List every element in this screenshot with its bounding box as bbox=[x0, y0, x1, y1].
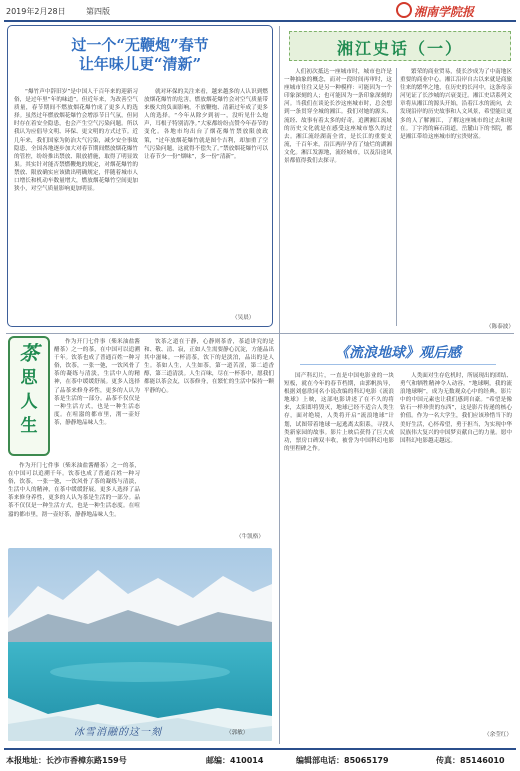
article-firecracker-title bbox=[10, 36, 270, 74]
page-footer bbox=[0, 752, 520, 770]
article-xiangjiang-col1 bbox=[284, 68, 392, 330]
article-tea-title bbox=[10, 340, 48, 438]
photo-caption: 冰雪消融的这一刻 bbox=[74, 727, 162, 738]
tea-title-char-4: 生 bbox=[20, 416, 38, 436]
article-xiangjiang-text-2: 繁荣的商业贸易，使长沙成为了中南地区重要的商业中心。湘江沿岸自古以来就是商旅往来的繁华之地，在历史的长河中，这条母亲河见证了长沙城的兴衰变迁。湘江史话系列文章将从湘江的源头开始，沿着江水的流向，去发现沿岸的历史故事和人文风景，希望能让更多的人了解湘江，了解这座城市的过去和现在。丁字湾的麻石街道，岳麓山下的书院，都是湘江带给这座城市的宝贵财富。 bbox=[400, 69, 512, 140]
article-tea-author: （牛凯格） bbox=[236, 534, 264, 540]
article-tea-text-2: 饮茶之道在于静，心静则茶香，茶道讲究的是和、敬、清、寂，正如人生需要静心沉淀，方能品出其中滋味。一杯清茶，饮下的是淡泊，品出的是人生。茶如人生，人生如茶，第一道苦涩，第二道香醇，第三道清淡。人生百味，尽在一杯茶中，愿我们都能以茶会友，以茶修身，在繁忙的生活中保持一颗平静的心。 bbox=[144, 339, 274, 394]
article-xiangjiang-col2 bbox=[400, 68, 512, 320]
article-firecracker-col1 bbox=[14, 88, 138, 320]
tea-title-char-1: 茶 bbox=[19, 341, 39, 365]
lake-photo-image bbox=[8, 548, 272, 741]
footer-rule bbox=[4, 748, 516, 750]
article-earth-text-1: 国产科幻片，一直是中国电影业的一块短板，就在今年的春节档期，由郭帆执导，根据刘慈欣同名小说改编的科幻电影《流浪地球》上映，这部电影讲述了在不久的将来，太阳即将毁灭，地球已经不适合人类生存，面对绝境，人类将开启“流浪地球”计划，试图带着地球一起逃离太阳系，寻找人类新家园的故事。影片上映后获得了巨大成功，票房口碑双丰收，被誉为中国科幻电影的里程碑之作。 bbox=[284, 373, 394, 452]
page-edition: 第四版 bbox=[86, 7, 110, 16]
article-tea-col2 bbox=[144, 338, 274, 538]
article-firecracker-author: （吴晨） bbox=[232, 315, 255, 321]
article-tea-text-1b: 作为开门七件事（柴米油盐酱醋茶）之一的茶，在中国可以追溯千年。饮茶也成了普通百姓一种习俗，饮茶，一张一弛，一饮风骨了茶的凝练与清淡，生活中人的精神，在茶中缓缓舒展。更多人选择了品茶来修身养性，更多的人认为茶是生活的一部分。品茶不仅仅是一种生活方式，也是一种生活态度。在喧嚣的都市里，沏一壶好茶，静静地品味人生。 bbox=[8, 463, 140, 518]
tea-title-char-3: 人 bbox=[20, 392, 38, 412]
logo-icon bbox=[396, 2, 412, 18]
vertical-divider bbox=[279, 26, 280, 744]
section-divider bbox=[6, 333, 514, 334]
article-xiangjiang-author: （陈泰波） bbox=[486, 324, 514, 330]
header-rule bbox=[4, 20, 516, 22]
lake-photo bbox=[8, 548, 272, 741]
article-earth-title: 《流浪地球》观后感 bbox=[335, 345, 461, 361]
article-earth-col2 bbox=[400, 372, 512, 726]
article-firecracker-text-1: “爆竹声中辞旧岁”是中国人千百年来的迎新习俗，是过年里“年的味道”。但近年来，为改善空气质量，春节期间不燃放烟花爆竹成了更多人的选择。虽然过年燃放烟花爆竹会增添节日气氛，但同时存在着安全隐患，也会产生空气污染问题。所以我认为应倡导文明、环保、更文明的方式过节。近几年来，我们国家为防治大气污染，减少安全事故隐患，全国各地逐步加大对春节期间燃放烟花爆竹的管控，纷纷推出禁放、限放措施，取得了明显效果。其实针对能否禁燃鞭炮的规定，对烟花爆竹的禁放、限放确实应该做出明确规定，伴随着城市人口增长和机动车数量增大，燃放烟花爆竹空间更加狭小，对空气质量影响更加明显。 bbox=[14, 89, 138, 193]
photo-credit: （郭敏） bbox=[226, 730, 249, 736]
article-earth-author: （余莹红） bbox=[484, 732, 512, 738]
title-line-1: 过一个“无鞭炮”春节 bbox=[71, 36, 209, 54]
issue-date: 2019年2月28日 bbox=[6, 7, 66, 16]
article-firecracker-text-2: 就对环保的关注来看，越来越多的人认识到燃放烟花爆竹的危害，燃放烟花爆竹会对空气质量带来极大的负面影响，不放鞭炮、清新过年成了更多人的选择。“今年从除夕到初一，没听见什么炮声，耳根子特别清净。”大家都纷纷点赞今年春节的变化。各地市均出台了烟花爆竹禁放限放政策，“过年放烟花爆竹就是图个吉利，却加重了空气污染问题，这就得不偿失了。”禁放烟花爆竹可以让春节少一份“烟味”，多一份“清新”。 bbox=[144, 89, 268, 160]
article-earth-text-2: 人类面对生存危机时，所展现出的团结、勇气和牺牲精神令人动容。“地球啊，我的流浪地球啊”，成为无数观众心中的经典。影片中的中国元素也让我们感到自豪。“希望是像钻石一样珍贵的东西”，这是影片传递的核心价值。作为一名大学生，我们应该珍惜当下的美好生活，心怀希望，勇于担当，为实现中华民族伟大复兴的中国梦贡献自己的力量。愿中国科幻电影越走越远。 bbox=[400, 373, 512, 444]
page-header bbox=[0, 0, 520, 22]
newspaper-logo: 湘南学院报 bbox=[414, 5, 475, 19]
column-divider bbox=[396, 68, 397, 326]
article-tea-col1 bbox=[54, 338, 140, 460]
article-firecracker-col2 bbox=[144, 88, 268, 310]
article-xiangjiang-text-1: 人们初次抵达一座城市时，城市也许是一种抽象的概念，而对一段时间再审时，这座城市往往又是另一种模样：可能因为一个印象深刻的人；也可能因为一条印象深刻的河。当我们在谈论长沙这座城市时，总会想到一条贯穿全城的湘江。我们对她的源头、流经、故事有着太多的好奇。追溯湘江流域的历史文化就是在感受这座城市悠久的过去。湘江流经湖南全省，是长江的重要支流，千百年来，沿江两岸孕育了灿烂的湖湘文化。湘江发源地，流经城市，以及沿途风景都值得我们去探寻。 bbox=[284, 69, 392, 165]
footer-address: 本报地址：长沙市香樟东路159号 bbox=[6, 756, 127, 765]
article-earth-title-underline bbox=[300, 364, 496, 365]
article-xiangjiang-title: 湘江史话（一） bbox=[336, 39, 463, 58]
article-earth-col1 bbox=[284, 372, 394, 738]
title-line-2: 让年味儿更“清新” bbox=[78, 55, 202, 73]
footer-fax: 传真：85146010 bbox=[436, 756, 505, 765]
footer-phone: 编辑部电话：85065179 bbox=[296, 756, 389, 765]
article-tea-col1-lower bbox=[8, 462, 140, 546]
article-tea-text-1: 作为开门七件事（柴米油盐酱醋茶）之一的茶，在中国可以追溯千年。饮茶也成了普通百姓一种习俗，饮茶，一张一弛，一饮风骨了茶的凝练与清淡，生活中人的精神，在茶中缓缓舒展。更多人选择了品茶来修身养性，更多的人认为茶是生活的一部分。品茶不仅仅是一种生活方式，也是一种生活态度。在喧嚣的都市里，沏一壶好茶，静静地品味人生。 bbox=[54, 339, 140, 426]
tea-title-char-2: 思 bbox=[20, 368, 38, 388]
footer-postcode: 邮编：410014 bbox=[206, 756, 264, 765]
